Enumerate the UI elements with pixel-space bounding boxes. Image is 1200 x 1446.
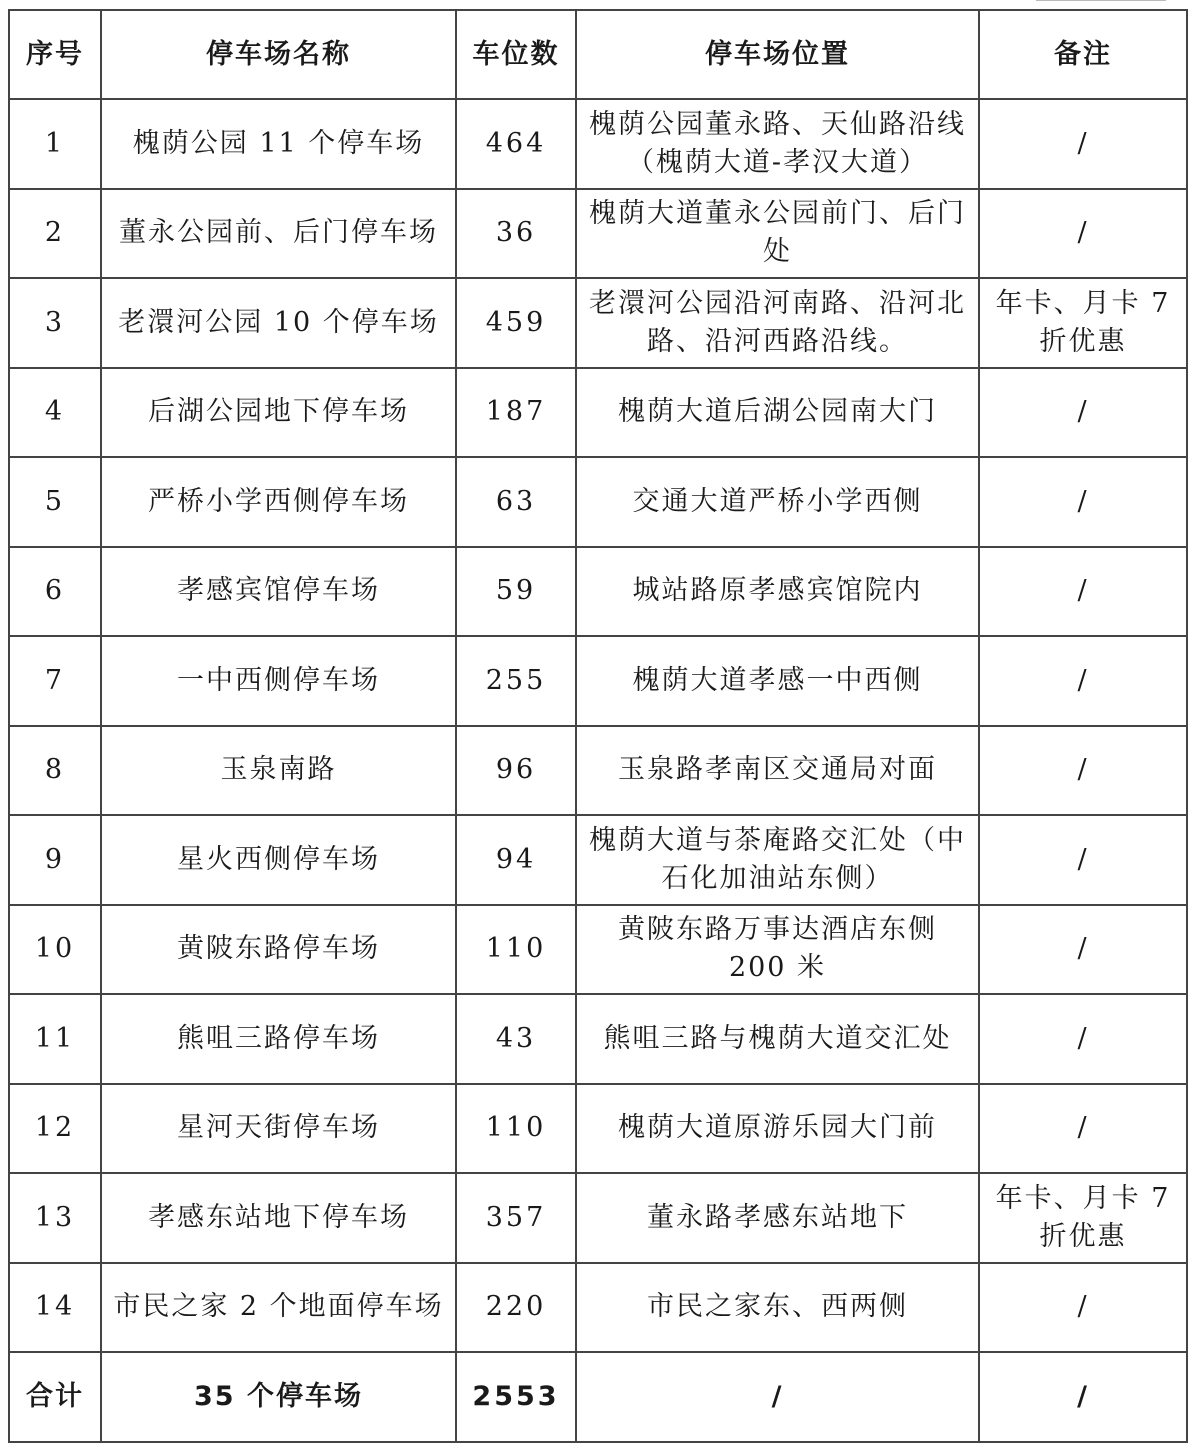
table-row	[9, 99, 1187, 189]
cell-name: 严桥小学西侧停车场	[101, 457, 456, 547]
table-row	[9, 278, 1187, 368]
cell-name: 老澴河公园 10 个停车场	[101, 278, 456, 368]
table-row	[9, 994, 1187, 1084]
cell-index: 11	[9, 994, 101, 1084]
cell-index: 6	[9, 547, 101, 637]
cell-location: 槐荫大道董永公园前门、后门处	[576, 189, 979, 279]
cell-remark: /	[979, 99, 1187, 189]
cell-location: 槐荫公园董永路、天仙路沿线（槐荫大道-孝汉大道）	[576, 99, 979, 189]
table-row	[9, 189, 1187, 279]
cell-index: 4	[9, 368, 101, 458]
cell-name: 熊咀三路停车场	[101, 994, 456, 1084]
header-remark: 备注	[979, 10, 1187, 99]
cell-index: 5	[9, 457, 101, 547]
cell-spaces: 220	[456, 1263, 576, 1353]
cell-location: 槐荫大道后湖公园南大门	[576, 368, 979, 458]
cell-name: 玉泉南路	[101, 726, 456, 816]
cell-index: 14	[9, 1263, 101, 1353]
cell-spaces: 110	[456, 1084, 576, 1174]
table-row	[9, 636, 1187, 726]
total-row	[9, 1352, 1187, 1442]
cell-location: 老澴河公园沿河南路、沿河北路、沿河西路沿线。	[576, 278, 979, 368]
cell-name: 星火西侧停车场	[101, 815, 456, 905]
header-location: 停车场位置	[576, 10, 979, 99]
cell-spaces: 43	[456, 994, 576, 1084]
cell-spaces: 96	[456, 726, 576, 816]
total-location: /	[576, 1352, 979, 1442]
cell-name: 一中西侧停车场	[101, 636, 456, 726]
cell-spaces: 110	[456, 905, 576, 995]
cell-remark: /	[979, 1263, 1187, 1353]
cell-spaces: 187	[456, 368, 576, 458]
cell-remark: /	[979, 457, 1187, 547]
cell-index: 7	[9, 636, 101, 726]
cell-spaces: 36	[456, 189, 576, 279]
cell-remark: /	[979, 815, 1187, 905]
cell-location: 董永路孝感东站地下	[576, 1173, 979, 1263]
cell-remark: /	[979, 368, 1187, 458]
cell-location: 市民之家东、西两侧	[576, 1263, 979, 1353]
cell-remark: /	[979, 905, 1187, 995]
cell-spaces: 94	[456, 815, 576, 905]
cell-name: 星河天街停车场	[101, 1084, 456, 1174]
cell-location: 城站路原孝感宾馆院内	[576, 547, 979, 637]
cell-name: 董永公园前、后门停车场	[101, 189, 456, 279]
header-spaces: 车位数	[456, 10, 576, 99]
total-label: 合计	[9, 1352, 101, 1442]
cell-remark: /	[979, 994, 1187, 1084]
cell-remark: /	[979, 726, 1187, 816]
table-row	[9, 726, 1187, 816]
cell-location: 玉泉路孝南区交通局对面	[576, 726, 979, 816]
parking-table-container	[8, 9, 1186, 1443]
cell-index: 3	[9, 278, 101, 368]
table-row	[9, 1263, 1187, 1353]
cell-location: 槐荫大道孝感一中西侧	[576, 636, 979, 726]
cell-name: 市民之家 2 个地面停车场	[101, 1263, 456, 1353]
cell-spaces: 357	[456, 1173, 576, 1263]
table-row	[9, 457, 1187, 547]
cell-name: 孝感宾馆停车场	[101, 547, 456, 637]
cell-location: 交通大道严桥小学西侧	[576, 457, 979, 547]
header-index: 序号	[9, 10, 101, 99]
cell-index: 8	[9, 726, 101, 816]
cell-index: 9	[9, 815, 101, 905]
cell-spaces: 464	[456, 99, 576, 189]
cell-name: 黄陂东路停车场	[101, 905, 456, 995]
table-header-row	[9, 10, 1187, 99]
cell-name: 孝感东站地下停车场	[101, 1173, 456, 1263]
cell-remark: 年卡、月卡 7 折优惠	[979, 278, 1187, 368]
cell-name: 后湖公园地下停车场	[101, 368, 456, 458]
cell-spaces: 63	[456, 457, 576, 547]
table-row	[9, 905, 1187, 995]
table-body	[9, 99, 1187, 1442]
cell-location: 熊咀三路与槐荫大道交汇处	[576, 994, 979, 1084]
table-row	[9, 368, 1187, 458]
parking-lot-table	[8, 9, 1188, 1443]
cell-spaces: 59	[456, 547, 576, 637]
table-row	[9, 547, 1187, 637]
cell-name: 槐荫公园 11 个停车场	[101, 99, 456, 189]
cell-remark: /	[979, 1084, 1187, 1174]
cell-index: 2	[9, 189, 101, 279]
table-row	[9, 1084, 1187, 1174]
cell-index: 10	[9, 905, 101, 995]
cell-remark: /	[979, 636, 1187, 726]
cell-remark: /	[979, 189, 1187, 279]
cell-index: 13	[9, 1173, 101, 1263]
table-row	[9, 815, 1187, 905]
cell-remark: /	[979, 547, 1187, 637]
cell-index: 1	[9, 99, 101, 189]
cell-spaces: 459	[456, 278, 576, 368]
cell-location: 槐荫大道与茶庵路交汇处（中石化加油站东侧）	[576, 815, 979, 905]
total-name: 35 个停车场	[101, 1352, 456, 1442]
table-row	[9, 1173, 1187, 1263]
header-name: 停车场名称	[101, 10, 456, 99]
cell-remark: 年卡、月卡 7 折优惠	[979, 1173, 1187, 1263]
cell-index: 12	[9, 1084, 101, 1174]
total-remark: /	[979, 1352, 1187, 1442]
cell-location: 黄陂东路万事达酒店东侧 200 米	[576, 905, 979, 995]
cell-location: 槐荫大道原游乐园大门前	[576, 1084, 979, 1174]
cell-spaces: 255	[456, 636, 576, 726]
total-spaces: 2553	[456, 1352, 576, 1442]
